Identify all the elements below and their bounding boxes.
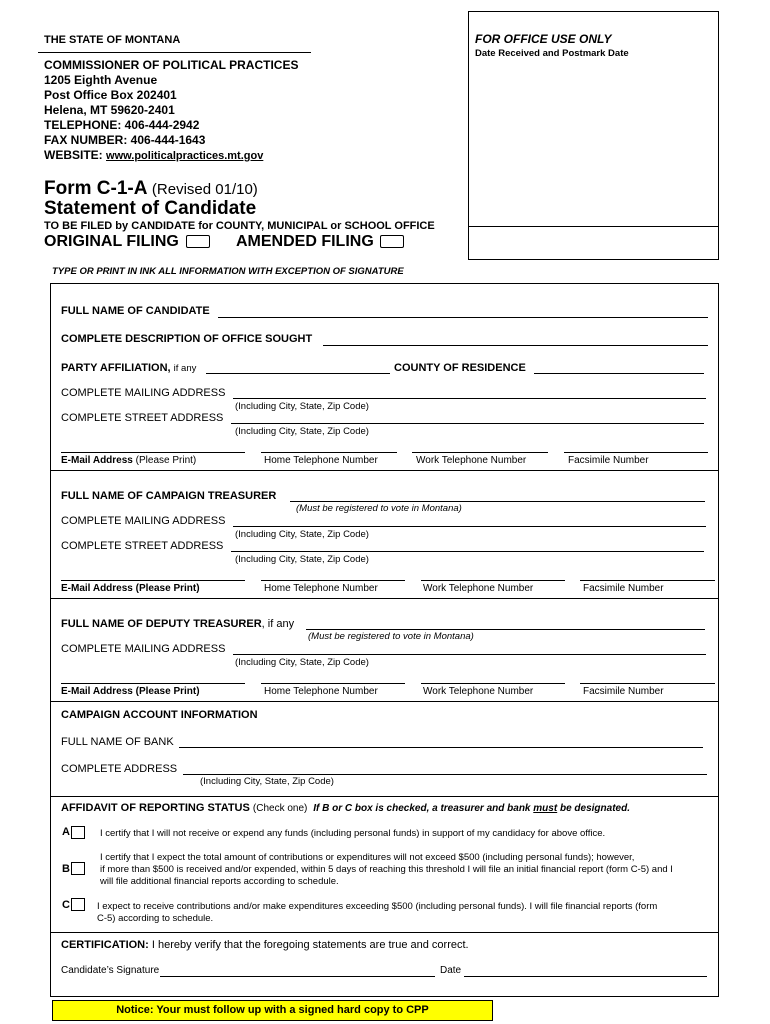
treasurer-work-phone-label: Work Telephone Number bbox=[423, 583, 534, 594]
section-divider-treasurer bbox=[50, 470, 718, 471]
deputy-home-phone-label: Home Telephone Number bbox=[264, 686, 378, 697]
state-name: THE STATE OF MONTANA bbox=[44, 34, 181, 46]
certification-heading: CERTIFICATION: bbox=[61, 939, 149, 951]
option-b-text bbox=[100, 852, 673, 888]
candidate-email-label-text: E-Mail Address bbox=[61, 455, 133, 466]
office-use-divider bbox=[469, 226, 718, 227]
deputy-home-phone-input[interactable] bbox=[261, 683, 405, 684]
candidate-email-note: (Please Print) bbox=[135, 455, 197, 466]
deputy-if-any: , if any bbox=[261, 618, 295, 630]
county-input[interactable] bbox=[534, 373, 704, 374]
option-c-line-1: I expect to receive contributions and/or make expenditures exceeding $500 (including personal funds). I will file financial reports (form bbox=[97, 901, 658, 912]
affidavit-check-one: (Check one) bbox=[252, 803, 308, 814]
candidate-mailing-note: (Including City, State, Zip Code) bbox=[235, 401, 369, 412]
deputy-email-input[interactable] bbox=[61, 683, 245, 684]
deputy-name-input[interactable] bbox=[306, 629, 705, 630]
candidate-fax-label: Facsimile Number bbox=[568, 455, 649, 466]
option-a-letter: A bbox=[62, 826, 70, 838]
treasurer-mailing-note: (Including City, State, Zip Code) bbox=[235, 529, 369, 540]
original-filing-label: ORIGINAL FILING bbox=[44, 233, 179, 250]
website-label: WEBSITE: bbox=[44, 148, 103, 162]
option-b-letter: B bbox=[62, 863, 70, 875]
bank-name-input[interactable] bbox=[179, 747, 703, 748]
form-number: Form C-1-A bbox=[44, 178, 148, 199]
option-a-text: I certify that I will not receive or expend any funds (including personal funds) in support of my candidacy for above office. bbox=[100, 828, 606, 839]
treasurer-mailing-label: COMPLETE MAILING ADDRESS bbox=[61, 515, 226, 527]
telephone: TELEPHONE: 406-444-2942 bbox=[44, 118, 200, 132]
affidavit-note-must: must bbox=[533, 803, 558, 814]
signature-input[interactable] bbox=[160, 976, 435, 977]
candidate-work-phone-input[interactable] bbox=[412, 452, 548, 453]
date-input[interactable] bbox=[464, 976, 707, 977]
deputy-fax-input[interactable] bbox=[580, 683, 715, 684]
treasurer-street-note: (Including City, State, Zip Code) bbox=[235, 554, 369, 565]
section-divider-certification bbox=[50, 932, 718, 933]
affidavit-heading: AFFIDAVIT OF REPORTING STATUS bbox=[61, 802, 250, 814]
party-label bbox=[61, 362, 196, 374]
bank-address-label: COMPLETE ADDRESS bbox=[61, 763, 178, 775]
address-line-1: 1205 Eighth Avenue bbox=[44, 73, 158, 87]
form-revised: (Revised 01/10) bbox=[151, 181, 258, 198]
section-divider-bank bbox=[50, 701, 718, 702]
candidate-home-phone-label: Home Telephone Number bbox=[264, 455, 378, 466]
deputy-work-phone-input[interactable] bbox=[421, 683, 565, 684]
office-use-subtitle: Date Received and Postmark Date bbox=[475, 48, 629, 59]
filed-by: TO BE FILED by CANDIDATE for COUNTY, MUNICIPAL or SCHOOL OFFICE bbox=[44, 220, 435, 232]
option-c-text bbox=[97, 901, 657, 925]
deputy-email-label: E-Mail Address (Please Print) bbox=[61, 686, 200, 697]
candidate-street-input[interactable] bbox=[231, 423, 704, 424]
option-c-line-2: C-5) according to schedule. bbox=[97, 913, 214, 924]
candidate-home-phone-input[interactable] bbox=[261, 452, 397, 453]
treasurer-name-label: FULL NAME OF CAMPAIGN TREASURER bbox=[61, 490, 277, 502]
treasurer-email-label: E-Mail Address (Please Print) bbox=[61, 583, 200, 594]
office-use-title: FOR OFFICE USE ONLY bbox=[475, 32, 612, 46]
treasurer-home-phone-label: Home Telephone Number bbox=[264, 583, 378, 594]
party-label-text: PARTY AFFILIATION, bbox=[61, 362, 171, 374]
deputy-mailing-label: COMPLETE MAILING ADDRESS bbox=[61, 643, 226, 655]
amended-filing-checkbox[interactable] bbox=[380, 235, 404, 248]
signature-label: Candidate’s Signature bbox=[61, 965, 160, 976]
treasurer-registered-note: (Must be registered to vote in Montana) bbox=[296, 503, 462, 514]
candidate-name-input[interactable] bbox=[218, 317, 708, 318]
candidate-street-label: COMPLETE STREET ADDRESS bbox=[61, 412, 224, 424]
bank-name-label: FULL NAME OF BANK bbox=[61, 736, 174, 748]
treasurer-fax-label: Facsimile Number bbox=[583, 583, 664, 594]
certification-text: I hereby verify that the foregoing statements are true and correct. bbox=[151, 939, 469, 951]
deputy-mailing-input[interactable] bbox=[233, 654, 706, 655]
notice-banner: Notice: Your must follow up with a signed hard copy to CPP bbox=[52, 1000, 493, 1021]
deputy-mailing-note: (Including City, State, Zip Code) bbox=[235, 657, 369, 668]
treasurer-street-label: COMPLETE STREET ADDRESS bbox=[61, 540, 224, 552]
amended-filing-label: AMENDED FILING bbox=[236, 233, 374, 250]
candidate-name-label: FULL NAME OF CANDIDATE bbox=[61, 305, 210, 317]
fax-number: FAX NUMBER: 406-444-1643 bbox=[44, 133, 206, 147]
office-sought-input[interactable] bbox=[323, 345, 708, 346]
option-b-checkbox[interactable] bbox=[71, 862, 85, 875]
treasurer-home-phone-input[interactable] bbox=[261, 580, 405, 581]
deputy-name-label bbox=[61, 618, 294, 630]
website bbox=[44, 148, 298, 164]
party-note: if any bbox=[173, 363, 197, 374]
treasurer-street-input[interactable] bbox=[231, 551, 704, 552]
candidate-street-note: (Including City, State, Zip Code) bbox=[235, 426, 369, 437]
treasurer-email-input[interactable] bbox=[61, 580, 245, 581]
agency-block bbox=[44, 58, 298, 164]
candidate-work-phone-label: Work Telephone Number bbox=[416, 455, 527, 466]
option-c-checkbox[interactable] bbox=[71, 898, 85, 911]
affidavit-note-suffix: be designated. bbox=[559, 803, 630, 814]
candidate-fax-input[interactable] bbox=[564, 452, 708, 453]
website-link[interactable]: www.politicalpractices.mt.gov bbox=[106, 150, 264, 162]
affidavit-note bbox=[310, 803, 630, 814]
candidate-mailing-label: COMPLETE MAILING ADDRESS bbox=[61, 387, 226, 399]
treasurer-mailing-input[interactable] bbox=[233, 526, 706, 527]
deputy-name-label-text: FULL NAME OF DEPUTY TREASURER bbox=[61, 618, 262, 630]
office-sought-label: COMPLETE DESCRIPTION OF OFFICE SOUGHT bbox=[61, 333, 313, 345]
original-filing-checkbox[interactable] bbox=[186, 235, 210, 248]
option-a-checkbox[interactable] bbox=[71, 826, 85, 839]
address-line-3: Helena, MT 59620-2401 bbox=[44, 103, 175, 117]
party-input[interactable] bbox=[206, 373, 390, 374]
bank-address-input[interactable] bbox=[183, 774, 707, 775]
candidate-email-label bbox=[61, 455, 196, 466]
affidavit-heading-line bbox=[61, 802, 630, 814]
certification-line bbox=[61, 939, 469, 951]
section-divider-affidavit bbox=[50, 796, 718, 797]
deputy-work-phone-label: Work Telephone Number bbox=[423, 686, 534, 697]
candidate-email-input[interactable] bbox=[61, 452, 245, 453]
instruction: TYPE OR PRINT IN INK ALL INFORMATION WITH EXCEPTION OF SIGNATURE bbox=[52, 266, 404, 277]
section-divider-deputy bbox=[50, 598, 718, 599]
option-b-line-3: will file additional financial reports according to schedule. bbox=[100, 876, 339, 887]
office-use-box bbox=[468, 11, 719, 260]
option-b-line-2: if more than $500 is received and/or expended, within 5 days of reaching this threshold I will file an initial financial report (form C-5) and I bbox=[100, 864, 673, 875]
bank-address-note: (Including City, State, Zip Code) bbox=[200, 776, 334, 787]
date-label: Date bbox=[440, 965, 462, 976]
address-line-2: Post Office Box 202401 bbox=[44, 88, 177, 102]
treasurer-work-phone-input[interactable] bbox=[421, 580, 565, 581]
affidavit-note-prefix: If B or C box is checked, a treasurer and bank bbox=[313, 803, 531, 814]
header-divider bbox=[38, 52, 311, 53]
treasurer-name-input[interactable] bbox=[290, 501, 705, 502]
agency-name: COMMISSIONER OF POLITICAL PRACTICES bbox=[44, 58, 299, 72]
deputy-registered-note: (Must be registered to vote in Montana) bbox=[308, 631, 474, 642]
option-c-letter: C bbox=[62, 899, 70, 911]
form-id bbox=[44, 178, 258, 200]
candidate-mailing-input[interactable] bbox=[233, 398, 706, 399]
treasurer-fax-input[interactable] bbox=[580, 580, 715, 581]
deputy-fax-label: Facsimile Number bbox=[583, 686, 664, 697]
county-label: COUNTY OF RESIDENCE bbox=[394, 362, 526, 374]
form-title: Statement of Candidate bbox=[44, 198, 257, 219]
bank-heading: CAMPAIGN ACCOUNT INFORMATION bbox=[61, 709, 258, 721]
option-b-line-1: I certify that I expect the total amount of contributions or expenditures will not exceed $500 (including personal funds); however, bbox=[100, 852, 635, 863]
